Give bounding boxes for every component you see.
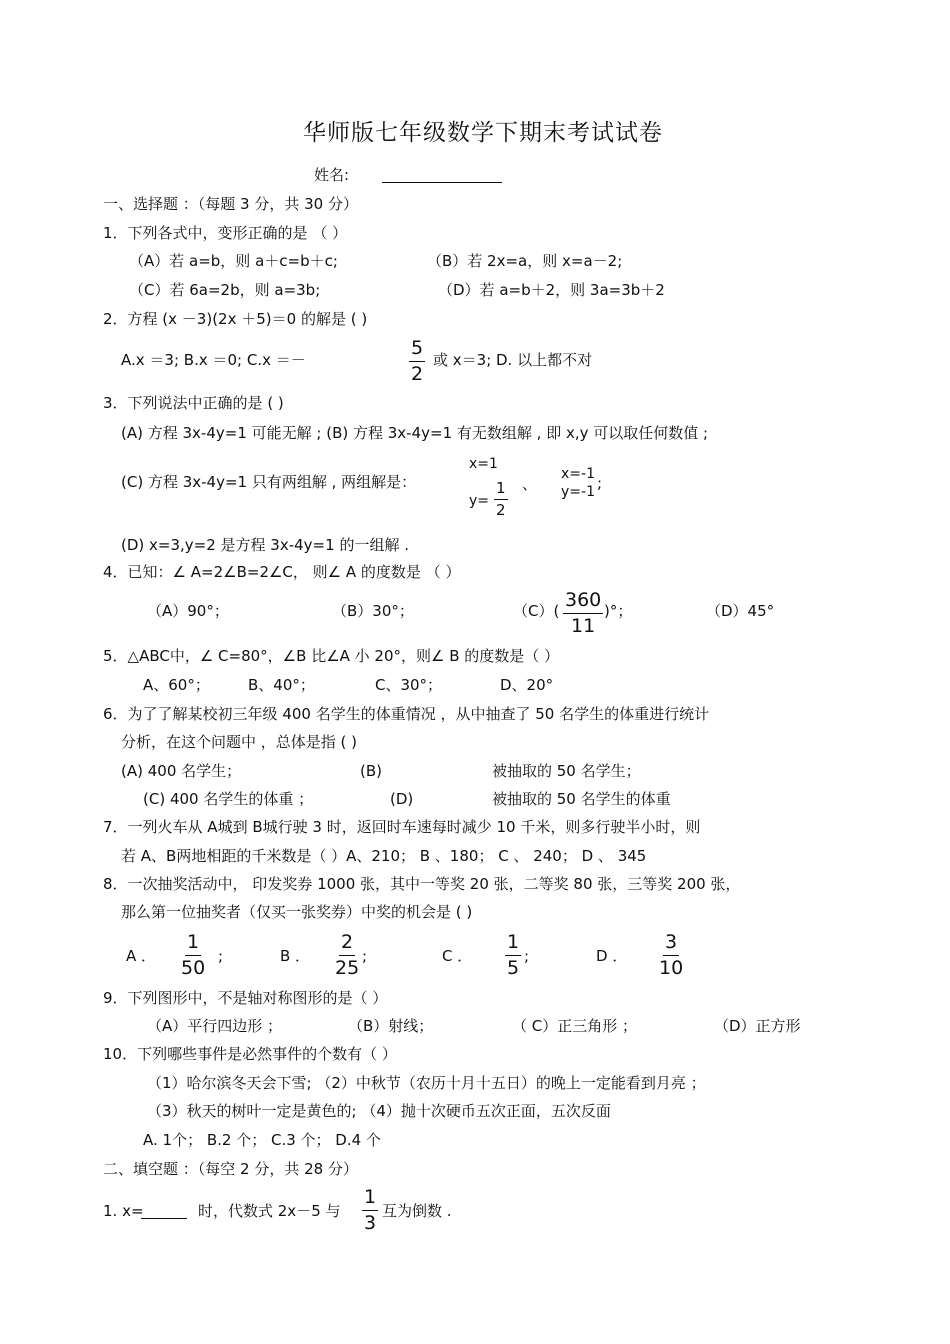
- q5-stem: 5．△ABC中，∠ C=80°，∠B 比∠A 小 20°，则∠ B 的度数是（ ）: [103, 647, 560, 665]
- q3-solution1-x: x=1: [469, 456, 498, 472]
- q4-stem: 4．已知：∠ A=2∠B=2∠C， 则∠ A 的度数是 （ ）: [103, 563, 461, 581]
- q3-solution1-numerator: 1: [494, 481, 508, 500]
- q8-b-denominator: 25: [335, 957, 360, 979]
- q6-stem-line1: 6．为了了解某校初三年级 400 名学生的体重情况 ，从中抽查了 50 名学生的体重进行统计: [103, 705, 710, 723]
- q3-option-d: (D) x=3,y=2 是方程 3x-4y=1 的一组解 .: [121, 536, 409, 554]
- q1-option-a: （A）若 a=b，则 a＋c=b＋c;: [129, 252, 338, 270]
- q3-stem: 3．下列说法中正确的是 ( ): [103, 394, 284, 412]
- q4-option-a: （A）90°；: [147, 602, 229, 620]
- fill-q1-fraction: [362, 1188, 378, 1233]
- q6-option-c: (C) 400 名学生的体重 ；: [143, 790, 314, 808]
- q1-option-d: （D）若 a=b＋2，则 3a=3b＋2: [438, 281, 665, 299]
- q3-options-ab: (A) 方程 3x-4y=1 可能无解 ; (B) 方程 3x-4y=1 有无数组解 , 即 x,y 可以取任何数值 ;: [121, 424, 709, 442]
- q8-b-numerator: 2: [339, 933, 355, 956]
- section2-header: 二、填空题 ：（每空 2 分，共 28 分）: [103, 1160, 358, 1178]
- q10-statement-line1: （1）哈尔滨冬天会下雪; （2）中秋节（农历十月十五日）的晚上一定能看到月亮 ；: [147, 1074, 706, 1092]
- q8-d-denominator: 10: [659, 957, 684, 979]
- q3-solution1-denominator: 2: [496, 501, 506, 519]
- q8-option-b-label: B ．: [280, 947, 311, 965]
- fill-q1-prefix: 1. x=: [103, 1202, 144, 1220]
- q2-fraction-numerator: 5: [409, 339, 425, 362]
- q10-statement-line2: （3）秋天的树叶一定是黄色的; （4）抛十次硬币五次正面，五次反面: [147, 1102, 611, 1120]
- q3-solution1-fraction: [494, 481, 508, 518]
- fill-q1-middle: 时，代数式 2x－5 与: [198, 1202, 341, 1220]
- q8-option-c-label: C ．: [442, 947, 473, 965]
- q4-option-b: （B）30°；: [332, 602, 414, 620]
- name-field[interactable]: [382, 182, 502, 183]
- q4-option-c-suffix: )°；: [604, 602, 633, 620]
- q7-stem-line1: 7．一列火车从 A城到 B城行驶 3 时，返回时车速每时减少 10 千米，则多行驶半小时，则: [103, 818, 701, 836]
- q3-solution2-x: x=-1: [561, 466, 595, 482]
- q3-solution2-end: ;: [597, 474, 603, 492]
- q10-options: A. 1个； B.2 个； C.3 个； D.4 个: [143, 1131, 381, 1149]
- q6-option-b-label: (B): [360, 762, 382, 780]
- q8-a-numerator: 1: [185, 933, 201, 956]
- q1-option-c: （C）若 6a=2b，则 a=3b;: [129, 281, 321, 299]
- q8-option-d-label: D ．: [596, 947, 628, 965]
- q3-solution2-y: y=-1: [561, 484, 595, 500]
- q4-option-c-fraction: [563, 591, 603, 636]
- q7-stem-line2: 若 A、B两地相距的千米数是（ ）A、210； B 、180； C 、 240； D 、 345: [121, 847, 647, 865]
- fill-q1-suffix: 互为倒数 .: [382, 1202, 452, 1220]
- q2-stem: 2．方程 (x －3)(2x ＋5)＝0 的解是 ( ): [103, 310, 368, 328]
- q8-d-numerator: 3: [663, 933, 679, 956]
- q8-option-a-label: A ．: [126, 947, 157, 965]
- q8-stem-line1: 8．一次抽奖活动中， 印发奖券 1000 张，其中一等奖 20 张，二等奖 80 张，三等奖 200 张，: [103, 875, 741, 893]
- page-title: 华师版七年级数学下期末考试试卷: [303, 120, 663, 146]
- q9-stem: 9．下列图形中，不是轴对称图形的是（ ）: [103, 989, 388, 1007]
- q8-c-denominator: 5: [507, 957, 520, 979]
- q10-stem: 10．下列哪些事件是必然事件的个数有（ ）: [103, 1045, 397, 1063]
- q8-option-b-fraction: [335, 933, 359, 978]
- q8-option-c-fraction: [505, 933, 521, 978]
- q6-option-b-text: 被抽取的 50 名学生；: [492, 762, 641, 780]
- q6-option-d-label: (D): [390, 790, 414, 808]
- q8-option-d-fraction: [659, 933, 683, 978]
- q2-fraction: [409, 339, 425, 384]
- q4-option-c-prefix: （C）(: [513, 602, 560, 620]
- q8-option-c-semicolon: ;: [524, 947, 530, 965]
- q6-stem-line2: 分析，在这个问题中 ，总体是指 ( ): [121, 733, 358, 751]
- q2-options-start: A.x ＝3; B.x ＝0; C.x ＝－: [121, 351, 306, 369]
- q1-stem: 1．下列各式中，变形正确的是 （ ）: [103, 224, 348, 242]
- q8-stem-line2: 那么第一位抽奖者（仅买一张奖券）中奖的机会是 ( ): [121, 903, 473, 921]
- q8-option-a-semicolon: ;: [218, 947, 224, 965]
- q6-option-a: (A) 400 名学生；: [121, 762, 242, 780]
- section1-header: 一、选择题 ：（每题 3 分，共 30 分）: [103, 195, 358, 213]
- q1-option-b: （B）若 2x=a，则 x=a－2;: [427, 252, 623, 270]
- q5-option-a: A、60°；: [143, 676, 210, 694]
- q8-option-b-semicolon: ;: [362, 947, 368, 965]
- q3-solution1-y: y=: [469, 493, 490, 509]
- q4-c-denominator: 11: [571, 615, 596, 637]
- q5-option-d: D、20°: [500, 676, 554, 694]
- q8-option-a-fraction: [181, 933, 205, 978]
- q4-c-numerator: 360: [563, 591, 603, 614]
- fill-q1-denominator: 3: [364, 1212, 377, 1234]
- fill-q1-numerator: 1: [362, 1188, 378, 1211]
- q2-fraction-denominator: 2: [411, 363, 424, 385]
- q9-option-b: （B）射线；: [348, 1017, 434, 1035]
- q3-separator: 、: [522, 475, 538, 493]
- q6-option-d-text: 被抽取的 50 名学生的体重: [492, 790, 671, 808]
- name-label: 姓名:: [314, 166, 350, 184]
- q8-c-numerator: 1: [505, 933, 521, 956]
- q8-a-denominator: 50: [181, 957, 206, 979]
- q3-option-c: (C) 方程 3x-4y=1 只有两组解 , 两组解是：: [121, 473, 417, 491]
- q9-option-c: （ C）正三角形 ；: [512, 1017, 638, 1035]
- q5-option-b: B、40°；: [248, 676, 315, 694]
- q4-option-d: （D）45°: [706, 602, 775, 620]
- q9-option-d: （D）正方形: [714, 1017, 801, 1035]
- q2-options-rest: 或 x＝3; D. 以上都不对: [433, 351, 593, 369]
- q5-option-c: C、30°；: [375, 676, 443, 694]
- fill-q1-blank[interactable]: [141, 1218, 187, 1219]
- q9-option-a: （A）平行四边形 ；: [147, 1017, 283, 1035]
